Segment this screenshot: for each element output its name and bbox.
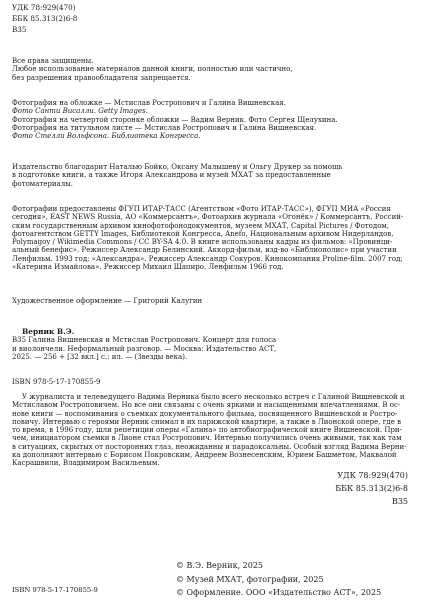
- thanks-line: фотоматериалы.: [12, 179, 73, 188]
- annotation-line: нове книги — воспоминания о съемках документального фильма, посвященного Вишневской и Ростро-: [12, 409, 398, 418]
- bottom-isbn: ISBN 978-5-17-170855-9: [12, 586, 98, 594]
- record-isbn: [12, 378, 408, 386]
- udk-code: УДК 78:929(470): [12, 3, 76, 12]
- rights-line: Все права защищены.: [12, 57, 94, 65]
- bbk-code: ББК 85.313(2)6-8: [12, 14, 78, 23]
- design-line: Художественное оформление — Григорий Калугин: [12, 297, 203, 305]
- sources-line: Фотографии предоставлены ФГУП ИТАР-ТАСС (Агентством «Фото ИТАР-ТАСС»), ФГУП МИА «Россия: [12, 205, 391, 213]
- record-line: и виолончели. Неформальный разговор. — Москва: Издательство АСТ,: [12, 344, 277, 353]
- thanks-line: Издательство благодарит Наталью Бойко, Оксану Малышеву и Ольгу Друкер за помощь: [12, 163, 343, 171]
- sources-line: альный бенефис». Режиссер Александр Белинский. Аккорд-фильм, изд-во «Библиополис» при участии: [12, 246, 397, 255]
- photo-credits: [12, 99, 408, 140]
- annotation-line: У журналиста и телеведущего Вадима Верника было всего несколько встреч с Галиной Вишневской и: [22, 393, 405, 401]
- title-photo-credit: Фото Стелли Вольфсона. Библиотека Конгресса.: [12, 132, 201, 141]
- thanks-line: в подготовке книги, а также Игоря Александрова и музей МХАТ за предоставленные: [12, 171, 331, 180]
- cover-credit: Фотография на обложке — Мстислав Ростропович и Галина Вишневская.: [12, 99, 286, 107]
- copyright-line: © Музей МХАТ, фотографии, 2025: [176, 574, 324, 584]
- classification-codes: [12, 2, 77, 35]
- title-credit: Фотография на титульном листе — Мстислав Ростропович и Галина Вишневская.: [12, 123, 317, 132]
- record-author: Верник В.Э.: [22, 327, 75, 336]
- annotation-line: ка дополняют интервью с Борисом Покровским, Андреем Вознесенским, Юрием Башметом, Маквалой: [12, 451, 397, 460]
- annotation-line: чем, инициатором съемки в Лионе стал Ростропович. Интервью получились очень живыми, так как там: [12, 434, 402, 443]
- annotation-line: Касрашвили, Владимиром Васильевым.: [12, 459, 160, 468]
- sources-line: фотоагентством GETTY Images, Библиотекой Конгресса, Anefo, Национальным архивом Нидерландов,: [12, 229, 394, 238]
- udk-code: УДК 78:929(470): [337, 471, 408, 480]
- sources-line: Polymagoy / Wikimedia Commons / CC BY-SA 4.0. В книге использованы кадры из фильмов: «Провинци-: [12, 238, 393, 247]
- annotation-line: Мстиславом Ростроповичем. Но все они связаны с очень яркими и насыщенными впечатлениями. В ос-: [12, 401, 401, 410]
- annotation: [12, 393, 408, 468]
- isbn-line: ISBN 978-5-17-170855-9: [12, 378, 101, 386]
- copyright-block: [176, 559, 381, 600]
- annotation-line: то время, в 1996 году, шли репетиции оперы «Галина» по автобиографической книге Вишневской. При-: [12, 426, 402, 435]
- author-mark: В35: [391, 497, 408, 506]
- record-line: В35 Галина Вишневская и Мстислав Ростропович. Концерт для голоса: [12, 336, 277, 345]
- sources-line: сегодня», EAST NEWS Russia, АО «Коммерсантъ», Фотоархив журнала «Огонёк» / Коммерсантъ, Россий-: [12, 213, 404, 222]
- annotation-line: в ситуациях, скрытых от посторонних глаз, неожиданны и парадоксальны. Особый взгляд Вадима Верни-: [12, 442, 407, 451]
- record-line: 2025. — 256 + [32 вкл.] с.: ил. — (Звезды века).: [12, 352, 188, 361]
- rights-notice: [12, 57, 408, 82]
- cover-photo-credit: Фото Санти Висалли. Getty Images.: [12, 107, 148, 116]
- author-mark: В35: [12, 25, 27, 34]
- bbk-code: ББК 85.313(2)6-8: [335, 484, 408, 493]
- rights-line: без разрешения правообладателя запрещается.: [12, 73, 191, 82]
- back-credit: Фотография на четвертой сторонке обложки — Вадим Верник. Фото Сергея Щелухина.: [12, 115, 338, 124]
- acknowledgements: [12, 163, 408, 188]
- rights-line: Любое использование материалов данной книги, полностью или частично,: [12, 65, 293, 74]
- sources-line: ским государственным архивом кинофотофонодокументов, музеем МХАТ, Capital Pictures / Фотодом,: [12, 221, 390, 230]
- copyright-line: © В.Э. Верник, 2025: [176, 561, 264, 570]
- copyright-line: © Оформление. ООО «Издательство АСТ», 2025: [176, 588, 382, 597]
- annotation-line: повичу. Интервью с героями Верник снимал в их парижской квартире, а также в Лионской опере, где в: [12, 417, 402, 426]
- design-credit: [12, 297, 408, 305]
- sources-line: «Катерина Измайлова». Режиссер Михаил Шапиро. Ленфильм 1966 год.: [12, 263, 284, 272]
- photo-sources: [12, 205, 408, 271]
- bibliographic-record: [12, 328, 408, 361]
- sources-line: Ленфильм. 1993 год; «Александра». Режиссер Александр Сокуров. Кинокомпания Proline-film. 2007 год;: [12, 254, 403, 263]
- classification-codes-right: [335, 469, 408, 508]
